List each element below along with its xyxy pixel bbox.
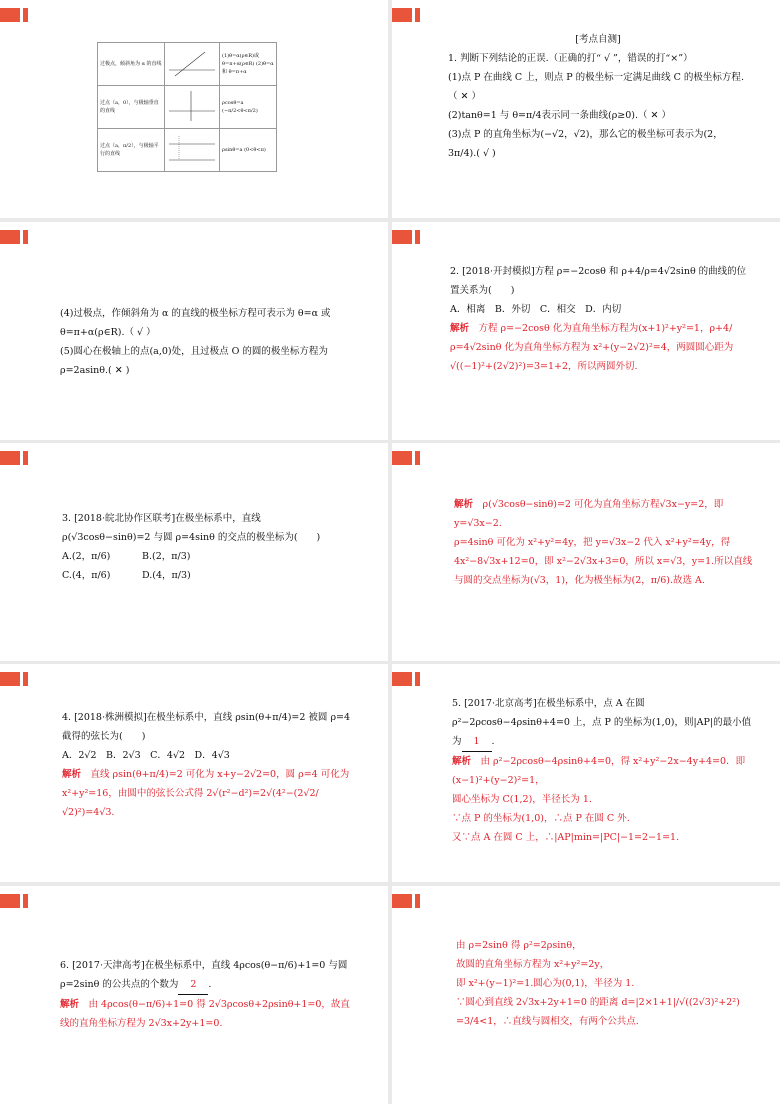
option-c: C.(4，π/6) [62,570,111,581]
solution [60,995,355,1033]
answer-blank: 1 [462,732,492,752]
slide-8 [392,664,780,882]
solution-text: 由 4ρcos(θ−π/6)+1=0 得 2√3ρcosθ+2ρsinθ+1=0，故直线的直角坐标方程为 2√3x+2y+1=0. [60,999,350,1029]
question-5: 5. [2017·北京高考]在极坐标系中，点 A 在圆 ρ²−2ρcosθ−4ρsinθ+4=0 上，点 P 的坐标为(1,0)，则|AP|的最小值为 1 . [452,694,752,752]
slide-marker [0,451,28,465]
options-row [62,566,352,585]
slide-marker [392,230,420,244]
option-d: D.(4，π/3) [142,570,191,581]
slide-9 [0,886,388,1104]
solution-line: =3/4<1，∴直线与圆相交，有两个公共点. [456,1016,639,1027]
slide-marker [0,672,28,686]
table-row [98,86,277,129]
solution [454,495,754,533]
options: A．2√2 B．2√3 C．4√2 D．4√3 [62,750,230,761]
table-cell: 过极点，倾斜角为 α 的直线 [98,43,165,86]
solution-text: 直线 ρsin(θ+π/4)=2 可化为 x+y−2√2=0，圆 ρ=4 可化为 x²+y²=16，由圆中的弦长公式得 2√(r²−d²)=2√(4²−(2√2/√2)²)=4√3. [62,769,350,818]
table-row [98,43,277,86]
solution-line: 由 ρ=2sinθ 得 ρ²=2ρsinθ， [456,940,582,951]
option-b: B.(2，π/3) [142,551,191,562]
slide-marker [0,894,28,908]
slide-marker [0,230,28,244]
solution [62,765,352,822]
answer-blank: 2 [178,975,208,995]
statement-5: (5)圆心在极轴上的点(a,0)处，且过极点 O 的圆的极坐标方程为 ρ=2asinθ.( ✕ ) [60,346,328,376]
question-6: 6. [2017·天津高考]在极坐标系中，直线 4ρcos(θ−π/6)+1=0 与圆 ρ=2sinθ 的公共点的个数为 2 . [60,956,355,995]
slide-3 [0,222,388,440]
solution-text: 方程 ρ=−2cosθ 化为直角坐标方程为(x+1)²+y²=1，ρ+4/ρ=4√2sinθ 化为直角坐标方程为 x²+(y−2√2)²=4，两圆圆心距为√((−1)²+(2√2)²)=3=1+2，所以两圆外切. [450,323,734,372]
solution-text: ρ(√3cosθ−sinθ)=2 可化为直角坐标方程√3x−y=2，即 y=√3x−2. [454,499,724,529]
question-4: 4. [2018·株洲模拟]在极坐标系中，直线 ρsin(θ+π/4)=2 被圆 ρ=4 截得的弦长为( ) [62,712,351,742]
solution [450,319,750,376]
options: A．相离 B．外切 C．相交 D．内切 [450,304,622,315]
question-1: 1. 判断下列结论的正误.（正确的打“ √ ”，错误的打“×”） [448,53,693,64]
slide-marker [392,672,420,686]
solution-line: 故圆的直角坐标方程为 x²+y²=2y， [456,959,610,970]
question-text: 5. [2017·北京高考]在极坐标系中，点 A 在圆 ρ²−2ρcosθ−4ρsinθ+4=0 上，点 P 的坐标为(1,0)，则|AP|的最小值为 [452,698,752,747]
slide-marker [392,894,420,908]
slide-2 [392,0,780,218]
slide-6 [392,443,780,661]
table-cell: 过点（a，π/2），与极轴平行的直线 [98,129,165,172]
question-2: 2. [2018·开封模拟]方程 ρ=−2cosθ 和 ρ+4/ρ=4√2sinθ 的曲线的位置关系为( ) [450,266,747,296]
solution [452,752,752,790]
solution-label: 解析 [450,323,470,334]
statement-3: (3)点 P 的直角坐标为(−√2，√2)，那么它的极坐标可表示为(2，3π/4).( √ ) [448,129,723,159]
solution-label: 解析 [60,999,80,1010]
statement-2: (2)tanθ=1 与 θ=π/4表示同一条曲线(ρ≥0).（ ✕ ） [448,110,672,121]
question-3: 3. [2018·皖北协作区联考]在极坐标系中，直线 ρ(√3cosθ−sinθ)=2 与圆 ρ=4sinθ 的交点的极坐标为( ) [62,513,321,543]
slide-5 [0,443,388,661]
question-text: 6. [2017·天津高考]在极坐标系中，直线 4ρcos(θ−π/6)+1=0 与圆 ρ=2sinθ 的公共点的个数为 [60,960,348,990]
options-row [62,547,352,566]
solution-text-2: ρ=4sinθ 可化为 x²+y²=4y，把 y=√3x−2 代入 x²+y²=4y，得 4x²−8√3x+12=0，即 x²−2√3x+3=0，所以 x=√3，y=1.所以直线与圆的交点坐标为(√3，1)，化为极坐标为(2，π/6).故选 A. [454,537,753,586]
solution-label: 解析 [62,769,82,780]
option-a: A.(2，π/6) [62,551,111,562]
slide-7 [0,664,388,882]
slide-marker [392,451,420,465]
diagram-cell [165,86,220,129]
table-row [98,129,277,172]
slide-marker [0,8,28,22]
slide-marker [392,8,420,22]
diagram-cell [165,43,220,86]
solution-line: 即 x²+(y−1)²=1.圆心为(0,1)，半径为 1. [456,978,635,989]
line-equation-table [97,42,277,172]
table-cell: ρcosθ=a (−π/2<θ<π/2) [220,86,277,129]
solution-line: ∵点 P 的坐标为(1,0)，∴点 P 在圆 C 外. [452,813,630,824]
solution-line: ∵圆心到直线 2√3x+2y+1=0 的距离 d=|2×1+1|/√((2√3)²+2²) [456,997,740,1008]
slide-1 [0,0,388,218]
solution-line: 圆心坐标为 C(1,2)，半径长为 1. [452,794,592,805]
statement-1: (1)点 P 在曲线 C 上，则点 P 的极坐标一定满足曲线 C 的极坐标方程.（ ✕ ） [448,72,744,102]
solution-line: 又∵点 A 在圆 C 上，∴|AP|min=|PC|−1=2−1=1. [452,832,680,843]
slide-4 [392,222,780,440]
diagram-cell [165,129,220,172]
table-cell: 过点（a，0），与极轴垂直的直线 [98,86,165,129]
solution-label: 解析 [454,499,474,510]
table-cell: (1)θ=α(ρ∈R)或 θ=π+α(ρ∈R) (2)θ=α 和 θ=π+α [220,43,277,86]
statement-4: (4)过极点，作倾斜角为 α 的直线的极坐标方程可表示为 θ=α 或 θ=π+α(ρ∈R).（ √ ） [60,308,331,338]
slide-10 [392,886,780,1104]
solution-text: 由 ρ²−2ρcosθ−4ρsinθ+4=0，得 x²+y²−2x−4y+4=0．即(x−1)²+(y−2)²=1， [452,756,746,786]
table-cell: ρsinθ=a (0<θ<π) [220,129,277,172]
solution-label: 解析 [452,756,472,767]
section-header: [考点自测] [575,34,621,45]
